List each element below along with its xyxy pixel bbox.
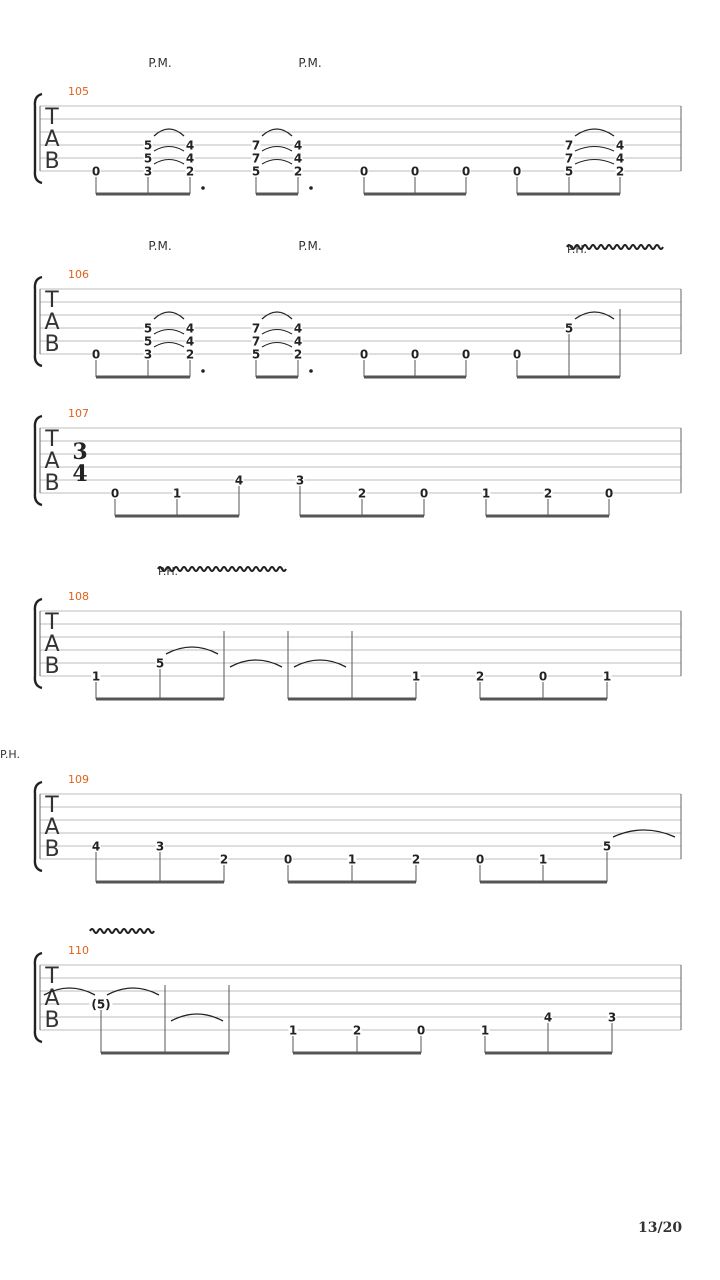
fret-number: 0 xyxy=(604,486,614,501)
fret-number: 2 xyxy=(615,164,625,179)
fret-number: 5 xyxy=(155,656,165,671)
tie-arc xyxy=(154,343,184,348)
tab-clef-letter: A xyxy=(44,127,60,152)
time-signature-bottom: 4 xyxy=(72,461,88,487)
fret-number: 4 xyxy=(91,839,101,854)
fret-number: 0 xyxy=(461,164,471,179)
tab-clef-letter: T xyxy=(45,793,59,818)
measure-number: 106 xyxy=(68,268,89,281)
palm-mute-label: P.M. xyxy=(298,56,322,70)
fret-number: 2 xyxy=(293,164,303,179)
tie-arc xyxy=(575,160,614,165)
tab-clef-letter: B xyxy=(44,837,60,862)
tab-clef-letter: B xyxy=(44,471,60,496)
fret-number: (5) xyxy=(91,997,111,1012)
fret-number: 0 xyxy=(410,164,420,179)
fret-number: 3 xyxy=(143,347,153,362)
fret-number: 1 xyxy=(347,852,357,867)
fret-number: 0 xyxy=(283,852,293,867)
fret-number: 5 xyxy=(143,334,153,349)
system-bracket xyxy=(35,599,42,688)
fret-number: 0 xyxy=(359,164,369,179)
tie-arc xyxy=(262,330,292,335)
tab-clef-letter: B xyxy=(44,654,60,679)
pinch-harmonic-label: P.H. xyxy=(567,243,587,256)
tie-arc xyxy=(154,330,184,335)
measure-number: 108 xyxy=(68,590,89,603)
tab-clef-letter: A xyxy=(44,815,60,840)
tie-arc xyxy=(575,147,614,152)
palm-mute-label: P.M. xyxy=(148,56,172,70)
dot xyxy=(309,186,313,190)
fret-number: 4 xyxy=(293,151,303,166)
system-bracket xyxy=(35,953,42,1042)
fret-number: 7 xyxy=(251,321,261,336)
fret-number: 0 xyxy=(91,347,101,362)
measure-number: 107 xyxy=(68,407,89,420)
fret-number: 3 xyxy=(295,473,305,488)
tab-clef-letter: A xyxy=(44,449,60,474)
fret-number: 4 xyxy=(185,321,195,336)
fret-number: 4 xyxy=(615,138,625,153)
vibrato-wave xyxy=(90,929,154,933)
fret-number: 5 xyxy=(564,321,574,336)
tie-arc xyxy=(154,160,184,165)
tie-arc xyxy=(262,160,292,165)
fret-number: 2 xyxy=(411,852,421,867)
tab-clef-letter: T xyxy=(45,610,59,635)
fret-number: 3 xyxy=(155,839,165,854)
fret-number: 4 xyxy=(185,334,195,349)
fret-number: 4 xyxy=(293,334,303,349)
fret-number: 1 xyxy=(480,1023,490,1038)
fret-number: 5 xyxy=(564,164,574,179)
fret-number: 3 xyxy=(143,164,153,179)
fret-number: 0 xyxy=(416,1023,426,1038)
fret-number: 0 xyxy=(461,347,471,362)
tab-clef-letter: B xyxy=(44,332,60,357)
fret-number: 2 xyxy=(543,486,553,501)
measure-number: 110 xyxy=(68,944,89,957)
fret-number: 2 xyxy=(219,852,229,867)
fret-number: 2 xyxy=(185,347,195,362)
fret-number: 7 xyxy=(564,138,574,153)
fret-number: 1 xyxy=(602,669,612,684)
dot xyxy=(309,369,313,373)
fret-number: 4 xyxy=(615,151,625,166)
tab-clef-letter: B xyxy=(44,149,60,174)
tab-clef-letter: B xyxy=(44,1008,60,1033)
fret-number: 0 xyxy=(512,347,522,362)
fret-number: 5 xyxy=(143,138,153,153)
fret-number: 2 xyxy=(185,164,195,179)
fret-number: 7 xyxy=(251,151,261,166)
fret-number: 4 xyxy=(293,321,303,336)
palm-mute-label: P.M. xyxy=(298,239,322,253)
fret-number: 4 xyxy=(185,138,195,153)
tie-arc xyxy=(262,343,292,348)
fret-number: 2 xyxy=(293,347,303,362)
fret-number: 0 xyxy=(475,852,485,867)
dot xyxy=(201,369,205,373)
fret-number: 5 xyxy=(143,151,153,166)
tab-clef-letter: A xyxy=(44,310,60,335)
system-bracket xyxy=(35,277,42,366)
fret-number: 5 xyxy=(602,839,612,854)
tab-system-109 xyxy=(0,748,681,882)
fret-number: 4 xyxy=(185,151,195,166)
fret-number: 5 xyxy=(143,321,153,336)
fret-number: 5 xyxy=(251,347,261,362)
tab-clef-letter: A xyxy=(44,632,60,657)
time-signature-top: 3 xyxy=(72,439,88,465)
fret-number: 5 xyxy=(251,164,261,179)
fret-number: 4 xyxy=(293,138,303,153)
fret-number: 3 xyxy=(607,1010,617,1025)
fret-number: 1 xyxy=(288,1023,298,1038)
fret-number: 0 xyxy=(359,347,369,362)
fret-number: 1 xyxy=(481,486,491,501)
tab-system-106 xyxy=(35,239,681,377)
fret-number: 1 xyxy=(411,669,421,684)
tab-system-105 xyxy=(35,56,681,194)
tab-system-107 xyxy=(35,407,681,516)
measure-number: 109 xyxy=(68,773,89,786)
fret-number: 0 xyxy=(512,164,522,179)
fret-number: 2 xyxy=(352,1023,362,1038)
fret-number: 0 xyxy=(91,164,101,179)
fret-number: 0 xyxy=(110,486,120,501)
palm-mute-label: P.M. xyxy=(148,239,172,253)
tab-clef-letter: T xyxy=(45,427,59,452)
fret-number: 1 xyxy=(91,669,101,684)
fret-number: 4 xyxy=(543,1010,553,1025)
pinch-harmonic-label: P.H. xyxy=(158,565,178,578)
tab-clef-letter: T xyxy=(45,964,59,989)
fret-number: 1 xyxy=(172,486,182,501)
tab-system-108 xyxy=(35,565,681,699)
fret-number: 0 xyxy=(419,486,429,501)
fret-number: 7 xyxy=(251,138,261,153)
tab-clef-letter: T xyxy=(45,288,59,313)
tie-arc xyxy=(262,147,292,152)
tie-arc xyxy=(154,147,184,152)
fret-number: 1 xyxy=(538,852,548,867)
tab-clef-letter: T xyxy=(45,105,59,130)
tab-system-110 xyxy=(35,929,681,1053)
fret-number: 7 xyxy=(564,151,574,166)
fret-number: 4 xyxy=(234,473,244,488)
fret-number: 0 xyxy=(538,669,548,684)
pinch-harmonic-label: P.H. xyxy=(0,748,20,761)
fret-number: 7 xyxy=(251,334,261,349)
fret-number: 2 xyxy=(475,669,485,684)
system-bracket xyxy=(35,416,42,505)
fret-number: 2 xyxy=(357,486,367,501)
system-bracket xyxy=(35,94,42,183)
page-number: 13/20 xyxy=(638,1220,683,1236)
tab-clef-letter: A xyxy=(44,986,60,1011)
measure-number: 105 xyxy=(68,85,89,98)
dot xyxy=(201,186,205,190)
fret-number: 0 xyxy=(410,347,420,362)
system-bracket xyxy=(35,782,42,871)
